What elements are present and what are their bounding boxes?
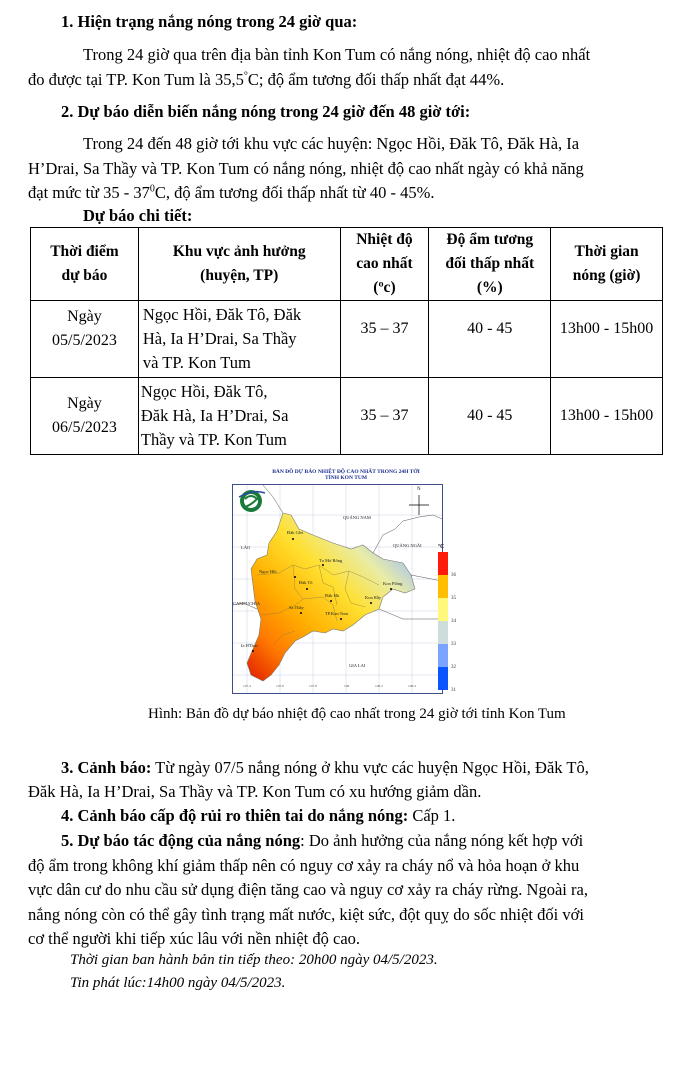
x-tick: 108.4: [408, 684, 416, 688]
legend-value: 35: [451, 596, 456, 601]
cell-hours: 13h00 - 15h00: [551, 378, 663, 455]
x-tick: 108.2: [375, 684, 383, 688]
label-tu-mo-rong: Tu Mơ Rông: [319, 558, 343, 563]
legend-swatch: [438, 644, 448, 667]
legend-swatch: [438, 552, 448, 575]
label-kon-plong: Kon Plông: [383, 581, 403, 586]
section-5-line-2: độ ẩm trong không khí giảm thấp nên có nguy cơ xảy ra cháy nổ và hỏa hoạn ở khu: [28, 856, 580, 875]
label-north: N: [417, 487, 421, 492]
header-forecast-time: Thời điểm dự báo: [31, 228, 139, 301]
label-quang-nam: QUẢNG NAM: [343, 515, 371, 520]
label-dak-to: Đăk Tô: [299, 580, 313, 585]
cell-date: Ngày 05/5/2023: [31, 301, 139, 378]
header-affected-area: Khu vực ảnh hưởng (huyện, TP): [138, 228, 340, 301]
header-min-humidity: Độ ẩm tương đối thấp nhất (%): [429, 228, 551, 301]
section-2-heading: 2. Dự báo diễn biến nắng nóng trong 24 giờ đến 48 giờ tới:: [61, 102, 471, 121]
cell-temp: 35 – 37: [340, 301, 429, 378]
cell-date: Ngày 06/5/2023: [31, 378, 139, 455]
section-2-text-line-1: Trong 24 đến 48 giờ tới khu vực các huyện: Ngọc Hồi, Đăk Tô, Đăk Hà, Ia: [83, 134, 580, 153]
label-tp-kon-tum: TP.Kon Tum: [325, 611, 349, 616]
cell-humidity: 40 - 45: [429, 301, 551, 378]
legend-value: 31: [451, 688, 456, 693]
legend-swatch: [438, 575, 448, 598]
map-title-line-1: BẢN ĐỒ DỰ BÁO NHIỆT ĐỘ CAO NHẤT TRONG 24H TỚI: [272, 469, 420, 475]
section-2-text-line-2: H’Drai, Sa Thầy và TP. Kon Tum có nắng nóng, nhiệt độ cao nhất ngày có khả năng: [28, 159, 584, 178]
header-max-temp: Nhiệt độ cao nhất (ºc): [340, 228, 429, 301]
label-dak-glei: Đăk Glei: [287, 530, 304, 535]
label-sa-thay: Sa Thầy: [289, 605, 304, 610]
x-tick: 108: [344, 684, 350, 688]
table-row: [31, 378, 663, 455]
section-1-heading: 1. Hiện trạng nắng nóng trong 24 giờ qua:: [61, 12, 358, 31]
label-ngoc-hoi: Ngọc Hồi: [259, 569, 277, 574]
x-tick: 107.8: [309, 684, 317, 688]
section-5-line-3: vực dân cư do nhu cầu sử dụng điện tăng cao và nguy cơ xảy ra cháy rừng. Ngoài ra,: [28, 880, 588, 899]
label-kon-ray: Kon Rẫy: [365, 595, 382, 600]
cell-area: Ngọc Hồi, Đăk Tô, Đăk Hà, Ia H’Drai, Sa Thầy và TP. Kon Tum: [138, 301, 340, 378]
temperature-legend: [438, 552, 448, 690]
cell-area: Ngọc Hồi, Đăk Tô, Đăk Hà, Ia H’Drai, Sa Thầy và TP. Kon Tum: [138, 378, 340, 455]
section-1-text-line-1: Trong 24 giờ qua trên địa bàn tỉnh Kon Tum có nắng nóng, nhiệt độ cao nhất: [83, 45, 591, 64]
table-header-row: [31, 228, 663, 301]
label-campuchia: CAMPUCHIA: [233, 601, 261, 606]
map-title-line-2: TỈNH KON TUM: [324, 475, 368, 481]
cell-temp: 35 – 37: [340, 378, 429, 455]
header-hot-hours: Thời gian nóng (giờ): [551, 228, 663, 301]
label-quang-ngai: QUẢNG NGÃI: [393, 543, 422, 548]
forecast-table: [30, 227, 663, 455]
legend-value: 32: [451, 665, 456, 670]
issued-time: Tin phát lúc:14h00 ngày 04/5/2023.: [70, 975, 286, 991]
table-row: [31, 301, 663, 378]
section-3-line-1: 3. Cảnh báo: Từ ngày 07/5 nắng nóng ở khu vực các huyện Ngọc Hồi, Đăk Tô,: [61, 758, 589, 777]
next-issue-time: Thời gian ban hành bản tin tiếp theo: 20h00 ngày 04/5/2023.: [70, 952, 438, 968]
map-frame: [232, 484, 443, 694]
section-5-line-5: cơ thể người khi tiếp xúc lâu với nền nhiệt độ cao.: [28, 929, 361, 948]
label-ia-hdrai: Ia H'Drai: [241, 643, 258, 648]
detail-forecast-label: Dự báo chi tiết:: [83, 206, 193, 225]
section-2-text-line-3: đạt mức từ $35 - 37^0C$, độ ẩm tương đối thấp nhất từ 40 - 45%.: [28, 183, 435, 202]
section-5-line-4: nắng nóng còn có thể gây tình trạng mất nước, kiệt sức, đột quỵ do sốc nhiệt đối với: [28, 905, 584, 924]
label-dak-ha: Đăk Hà: [325, 593, 339, 598]
map-caption: Hình: Bản đồ dự báo nhiệt độ cao nhất trong 24 giờ tới tỉnh Kon Tum: [148, 706, 566, 722]
label-lao: LÀO: [241, 545, 251, 550]
legend-value: 36: [451, 573, 456, 578]
cell-hours: 13h00 - 15h00: [551, 301, 663, 378]
section-4-line: 4. Cảnh báo cấp độ rủi ro thiên tai do nắng nóng: Cấp 1.: [61, 806, 456, 825]
legend-value: 34: [451, 619, 456, 624]
x-tick: 107.4: [243, 684, 251, 688]
section-3-line-2: Đăk Hà, Ia H’Drai, Sa Thầy và TP. Kon Tum có xu hướng giảm dần.: [28, 782, 482, 801]
map-graphic: [233, 485, 445, 693]
cell-humidity: 40 - 45: [429, 378, 551, 455]
legend-swatch: [438, 621, 448, 644]
label-gia-lai: GIA LAI: [349, 663, 366, 668]
legend-value: 33: [451, 642, 456, 647]
temperature-forecast-map: [232, 468, 460, 696]
legend-swatch: [438, 598, 448, 621]
section-1-text-line-2: đo được tại TP. Kon Tum là 35,5°C; độ ẩm tương đối thấp nhất đạt 44%.: [28, 70, 505, 89]
legend-swatch: [438, 667, 448, 690]
legend-unit: ºC: [438, 544, 445, 550]
x-tick: 107.6: [276, 684, 284, 688]
section-5-line-1: 5. Dự báo tác động của nắng nóng: Do ảnh hưởng của nắng nóng kết hợp với: [61, 831, 584, 850]
